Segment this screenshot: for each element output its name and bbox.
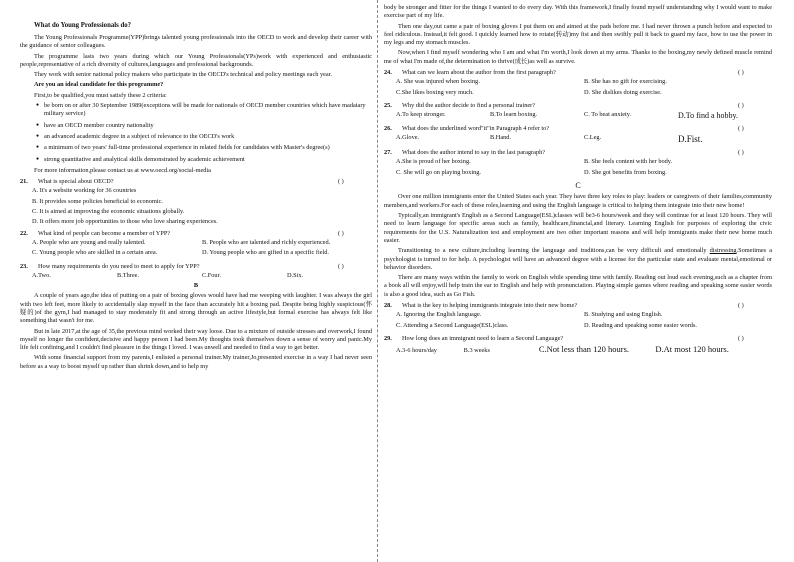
question-22 — [20, 230, 372, 260]
passage-b-paragraph: Then one day,out came a pair of boxing gloves I put them on and aimed at the pads before me. I had never thrown a punch before and expected to feel ridiculous. Instead,it felt good. I quickly learned how to rotate(转动)my fist and then swiftly pull it back to guard my face, how to use the power in my legs and my stomach muscles. — [384, 22, 772, 47]
passage-b-paragraph: A couple of years ago,the idea of putting on a pair of boxing gloves would have had me weeping with laughter. I was always the girl with two left feet, more likely to accidentally slap myself in the face than accurately hit a boxing pad. Despite being highly suspicious(怀疑的)of the gym,I had managed to stay moderately fit and strong through an active lifestyle,but formal exercise has always felt like something that wasn't for me. — [20, 292, 372, 325]
answer-option[interactable]: B.3 weeks — [463, 347, 490, 355]
question-29 — [384, 335, 772, 356]
question-stem: Why did the author decide to find a personal trainer? — [402, 101, 536, 109]
answer-blank[interactable]: ( ) — [338, 229, 344, 237]
question-23 — [20, 263, 372, 281]
answer-blank[interactable]: ( ) — [338, 178, 344, 186]
question-number: 29. — [384, 334, 392, 342]
passage-a-subheading: Are you an ideal candidate for this programme? — [34, 81, 164, 89]
question-number: 21. — [20, 178, 28, 186]
question-number: 26. — [384, 124, 392, 132]
criteria-bullet: ● be born on or after 30 September 1989(exceptions will be made for nationals of OECD member countries which have madatary military service) — [36, 102, 372, 119]
text-run: Transitioning to a new culture,including learning the language and traditions,can be very difficult and emotionally — [398, 247, 710, 255]
question-stem: What can we learn about the author from the first paragraph? — [402, 69, 556, 77]
answer-option[interactable]: D.At most 120 hours. — [655, 344, 729, 355]
question-stem: What does the underlined word"it"in Paragraph 4 refer to? — [402, 124, 550, 132]
answer-option[interactable]: C. It is aimed at improving the economic situations globally. — [32, 208, 185, 216]
passage-b-paragraph: Now,when I find myself wondering who I am and what I'm worth,I look down at my arms. Thanks to the boxing,my newly defined muscle remind me of what I'm made of,the determination to thrive(成长)as well as survive. — [384, 49, 772, 65]
question-21 — [20, 178, 372, 226]
passage-c-paragraph: Over one million immigrants enter the United States each year. They have three key roles to play: leaders or caregivers of their families,community members,and workers.For each of these roles,learning and using the English language is critical to helping them integrate into their new home! — [384, 193, 772, 209]
criteria-bullet: ● an advanced academic degree in a subject of relevance to the OECD's work — [36, 133, 372, 141]
answer-option[interactable]: A.To keep stronger. — [396, 111, 446, 119]
answer-option[interactable]: D. She got benefits from boxing. — [584, 168, 667, 176]
answer-option[interactable]: C.Four. — [202, 271, 221, 279]
answer-option[interactable]: A.Glove. — [396, 134, 420, 142]
passage-a-paragraph: The programme lasts two years during which our Young Professionals(YPs)work with experienced and enthusiastic people,representative of a rich diversity of cultures,languages and professional backgrounds. — [20, 52, 372, 68]
criteria-bullet: ● have an OECD member country nationality — [36, 122, 372, 130]
answer-option[interactable]: A. She was injured when boxing. — [396, 78, 480, 86]
question-26 — [384, 125, 772, 146]
question-stem: What is special about OECD? — [38, 178, 114, 186]
question-stem: What kind of people can become a member of YPP? — [38, 229, 171, 237]
answer-option[interactable]: B.Hand. — [490, 134, 511, 142]
passage-a-title: What do Young Professionals do? — [34, 22, 132, 29]
criteria-bullet: ● a minimum of two years' full-time professional experience in related fields for candidates with Master's degree(s) — [36, 144, 372, 152]
answer-option[interactable]: B.Three. — [117, 271, 140, 279]
answer-option[interactable]: C. Attending a Second Language(ESL)class. — [396, 321, 509, 329]
question-number: 24. — [384, 69, 392, 77]
answer-option[interactable]: A. Ignoring the English language. — [396, 311, 482, 319]
answer-option[interactable]: D.Six. — [287, 271, 304, 279]
answer-option[interactable]: C. Young people who are skilled in a certain area. — [32, 249, 158, 257]
answer-option[interactable]: A.3-6 hours/day — [396, 347, 437, 355]
answer-option[interactable]: C. To beat anxiety. — [584, 111, 632, 119]
question-stem: How long does an immigrant need to learn a Second Language? — [402, 334, 564, 342]
answer-blank[interactable]: ( ) — [738, 334, 744, 342]
question-stem: How many requirements do you need to meet to apply for YPP? — [38, 262, 200, 270]
passage-a-paragraph: They work with senior national policy makers who participate in the OECD's technical and policy meetings each year. — [34, 71, 333, 79]
answer-option[interactable]: B. She has no gift for exercising. — [584, 78, 667, 86]
answer-option[interactable]: A. It's a website working for 36 countries — [32, 187, 137, 195]
answer-option[interactable]: C. She will go on playing boxing. — [396, 168, 482, 176]
question-27 — [384, 149, 772, 179]
answer-option[interactable]: D. It offers more job opportunities to those who love sharing experiences. — [32, 218, 218, 226]
answer-option[interactable]: B. She feels content with her body. — [584, 158, 673, 166]
answer-option[interactable]: D.Fist. — [678, 134, 703, 145]
underlined-word: distressing — [709, 247, 737, 255]
passage-b-paragraph: body be stronger and fitter for the things I wanted to do every day. With this framework,I finally found myself understanding why I would want to make exercise part of my life. — [384, 4, 772, 20]
question-number: 28. — [384, 301, 392, 309]
answer-option[interactable]: B.To learn boxing. — [490, 111, 538, 119]
answer-blank[interactable]: ( ) — [738, 101, 744, 109]
passage-c-paragraph: Typically,an immigrant's English as a Second Language(ESL)classes will be3-6 hours/week and they will continue for at least 120 hours. They will need to learn language for specific areas such as family, healthcare,financial,and literary. Learning English for purposes of exploring the civic requirements for the U.S. Naturalization test and employment are two other important reasons and will help immigrants make their new home much easier. — [384, 212, 772, 244]
answer-blank[interactable]: ( ) — [338, 262, 344, 270]
answer-option[interactable]: D. Reading and speaking some easier words. — [584, 321, 697, 329]
answer-blank[interactable]: ( ) — [738, 124, 744, 132]
right-column — [384, 4, 772, 357]
answer-blank[interactable]: ( ) — [738, 301, 744, 309]
question-number: 23. — [20, 262, 28, 270]
question-number: 27. — [384, 148, 392, 156]
left-column — [20, 22, 372, 373]
answer-option[interactable]: C.She likes boxing very much. — [396, 88, 474, 96]
question-stem: What does the author intend to say in the last paragraph? — [402, 148, 546, 156]
answer-option[interactable]: D. Young people who are gifted in a specific field. — [202, 249, 329, 257]
question-stem: What is the key to helping immigrants integrate into their new home? — [402, 301, 578, 309]
answer-blank[interactable]: ( ) — [738, 69, 744, 77]
criteria-bullet: ● strong quantitative and analytical skills demonstrated by academic achievement — [36, 156, 372, 164]
section-heading-b: B — [193, 282, 199, 290]
more-info-line: For more information,please contact us at www.oecd.org/social-media — [34, 166, 211, 174]
passage-c-paragraph: There are many ways within the family to work on English while spending time with family. Reading out loud each evening,such as a chapter from a book all will enjoy,will help train the ear to English and help with pronunciation. Playing simple games where reading and speaking some easier words is also a good idea, such as Go Fish. — [384, 274, 772, 298]
answer-option[interactable]: D. She dislikes doing exercise. — [584, 88, 662, 96]
column-divider — [377, 0, 378, 562]
answer-option[interactable]: B. It provides some policies beneficial to economic. — [32, 197, 163, 205]
passage-b-paragraph: But in late 2017,at the age of 35,the previous mind worked their way loose. Due to a mixture of outside stresses and overwork,I found myself no longer the confident,decisive and happy person I had been.My thoughts took themselves down a sense of worry and panic.My life felt confining,and I couldn't find pleasure in the things I loved. I was unwell and needed to find a way to get better. — [20, 327, 372, 352]
answer-option[interactable]: B. Studying and using English. — [584, 311, 663, 319]
answer-option[interactable]: A.She is proud of her boxing. — [396, 158, 471, 166]
answer-option[interactable]: D.To find a hobby. — [678, 111, 739, 121]
answer-option[interactable]: C.Leg. — [584, 134, 602, 142]
answer-option[interactable]: C.Not less than 120 hours. — [538, 344, 630, 355]
answer-option[interactable]: A.Two. — [32, 271, 51, 279]
answer-blank[interactable]: ( ) — [738, 148, 744, 156]
question-24 — [384, 69, 772, 99]
passage-c-paragraph — [384, 247, 772, 272]
criteria-intro: First,to be qualified,you must satisfy these 2 criteria: — [34, 91, 167, 99]
question-number: 25. — [384, 101, 392, 109]
passage-b-paragraph: With some financial support from my parents,I enlisted a personal trainer.My trainer,Jo,presented exercise in a way I had never seen before as a way to boost myself up rather than shrink down,and to help my — [20, 354, 372, 370]
question-25 — [384, 102, 772, 122]
question-number: 22. — [20, 229, 28, 237]
question-28 — [384, 302, 772, 332]
answer-option[interactable]: A. People who are young and really talented. — [32, 238, 146, 246]
answer-option[interactable]: B. People who are talented and richly experienced. — [202, 238, 331, 246]
passage-a-paragraph: The Young Professionals Programme(YPP)brings talented young professionals into the OECD to work and develop their career with the guidance of senior colleagues. — [20, 33, 372, 50]
text-run: .Sometimes a psychologist is turned to for help. A psychologist will have an advanced degree with a license for the particular state and evaluate mental,emotional or behavior disorders. — [384, 247, 772, 271]
section-heading-c: C — [575, 180, 581, 190]
